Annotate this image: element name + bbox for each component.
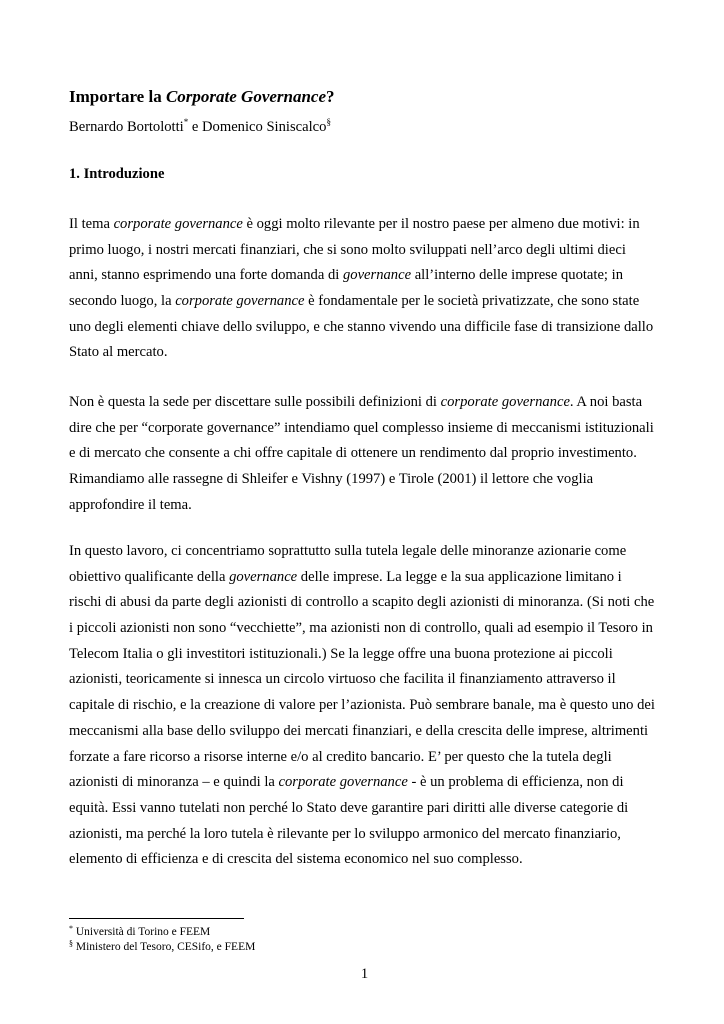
text-run: rischi di abusi da parte degli azionisti di controllo a scapito degli azionisti di minoranza. (Si noti che (69, 594, 655, 611)
author-1-footnote-mark: * (183, 117, 189, 127)
italic-term: governance (342, 267, 412, 284)
text-line (69, 565, 669, 591)
title-suffix: ? (326, 87, 335, 106)
text-run: dire che per “corporate governance” intendiamo quel complesso insieme di meccanismi istituzionali (69, 419, 654, 436)
text-run: elemento di efficienza e di crescita del sistema economico nel suo complesso. (69, 851, 523, 868)
paragraph-1 (69, 212, 669, 366)
text-run: i piccoli azionisti non sono “vecchiette”, ma azionisti non di controllo, quali ad esempio il Tesoro in (69, 620, 653, 637)
italic-term: corporate governance (175, 293, 305, 310)
footnote-separator (69, 918, 244, 919)
section-heading: 1. Introduzione (69, 166, 165, 182)
text-line (69, 616, 669, 642)
text-line (69, 693, 669, 719)
text-run: Il tema (69, 216, 114, 232)
text-run: Telecom Italia o gli investitori istituzionali.) Se la legge offre una buona protezione ai piccoli (69, 645, 613, 662)
text-line (69, 263, 669, 289)
text-run: Stato al mercato. (69, 344, 168, 361)
text-run: Rimandiamo alle rassegne di Shleifer e Vishny (1997) e Tirole (2001) il lettore che voglia (69, 471, 594, 488)
text-line (69, 590, 669, 616)
footnotes (69, 925, 255, 955)
page-number: 1 (360, 966, 369, 982)
text-run: e di mercato che consente a chi offre capitale di ottenere un rendimento dal proprio investimento. (69, 445, 637, 462)
title-prefix: Importare la (69, 87, 166, 106)
text-line (69, 493, 669, 519)
italic-term: corporate governance (440, 394, 570, 410)
author-1: Bernardo Bortolotti (69, 119, 184, 135)
text-line (69, 390, 669, 416)
text-line (69, 745, 669, 771)
author-2: Domenico Siniscalco (202, 119, 327, 135)
text-line (69, 719, 669, 745)
text-run: obiettivo qualificante della (69, 568, 230, 585)
title-italic: Corporate Governance (165, 87, 327, 106)
text-run: capitale di rischio, e la creazione di valore per l’azionista. Può sembrare banale, ma è questo uno dei (69, 697, 655, 714)
text-run: azionisti di minoranza – e quindi la (69, 774, 279, 791)
text-run: forzate a fare ricorso a risorse interne e/o al credito bancario. E’ per questo che la tutela degli (69, 748, 612, 765)
text-line (69, 441, 669, 467)
italic-term: governance (229, 568, 298, 585)
footnote-2-mark: § (69, 939, 73, 948)
text-line (69, 770, 669, 796)
text-run: . A noi basta (569, 394, 643, 410)
text-line (69, 289, 669, 315)
text-line (69, 212, 669, 238)
authors-line (69, 117, 331, 137)
footnote-1-mark: * (69, 924, 73, 933)
text-run: delle imprese. La legge e la sua applicazione limitano i (297, 568, 622, 585)
paper-title (69, 86, 335, 108)
text-run: meccanismi alla base dello sviluppo dei mercati finanziari, e della crescita delle imprese, altrimenti (69, 722, 649, 739)
text-line (69, 642, 669, 668)
text-line (69, 238, 669, 264)
text-run: azionisti, ma perché la loro tutela è rilevante per lo sviluppo armonico del mercato finanziario, (69, 825, 621, 842)
text-line (69, 340, 669, 366)
text-line (69, 667, 669, 693)
text-run: azionisti, teoricamente si innesca un circolo virtuoso che facilita il finanziamento attraverso il (69, 671, 616, 688)
footnote-2-text: Ministero del Tesoro, CESifo, e FEEM (73, 941, 256, 953)
text-line (69, 847, 669, 873)
text-run: anni, stanno esprimendo una forte domanda di (69, 267, 343, 284)
text-line (69, 539, 669, 565)
author-2-footnote-mark: § (326, 117, 331, 127)
text-run: uno degli elementi chiave dello sviluppo, e che stanno vivendo una difficile fase di transizione dallo (69, 318, 654, 335)
italic-term: corporate governance (113, 216, 243, 232)
text-line (69, 315, 669, 341)
footnote-1-text: Università di Torino e FEEM (73, 926, 211, 938)
text-line (69, 796, 669, 822)
text-run: In questo lavoro, ci concentriamo soprattutto sulla tutela legale delle minoranze azionarie come (69, 543, 627, 559)
text-run: all’interno delle imprese quotate; in (411, 267, 623, 284)
text-run: equità. Essi vanno tutelati non perché lo Stato deve garantire pari diritti alle diverse categorie di (69, 799, 629, 816)
text-line (69, 416, 669, 442)
paragraph-2 (69, 390, 669, 518)
paragraph-3 (69, 539, 669, 873)
footnote-1 (69, 925, 255, 940)
text-run: approfondire il tema. (69, 496, 192, 513)
text-run: Non è questa la sede per discettare sulle possibili definizioni di (69, 394, 441, 410)
text-line (69, 822, 669, 848)
text-run: è fondamentale per le società privatizzate, che sono state (304, 293, 640, 310)
text-line (69, 467, 669, 493)
italic-term: corporate governance (278, 774, 408, 791)
text-run: - è un problema di efficienza, non di (407, 774, 624, 791)
text-run: secondo luogo, la (69, 293, 176, 310)
author-joiner: e (188, 119, 202, 135)
text-run: è oggi molto rilevante per il nostro paese per almeno due motivi: in (242, 216, 640, 232)
text-run: primo luogo, i nostri mercati finanziari, che si sono molto sviluppati nell’arco degli ultimi dieci (69, 241, 626, 258)
footnote-2 (69, 940, 255, 955)
